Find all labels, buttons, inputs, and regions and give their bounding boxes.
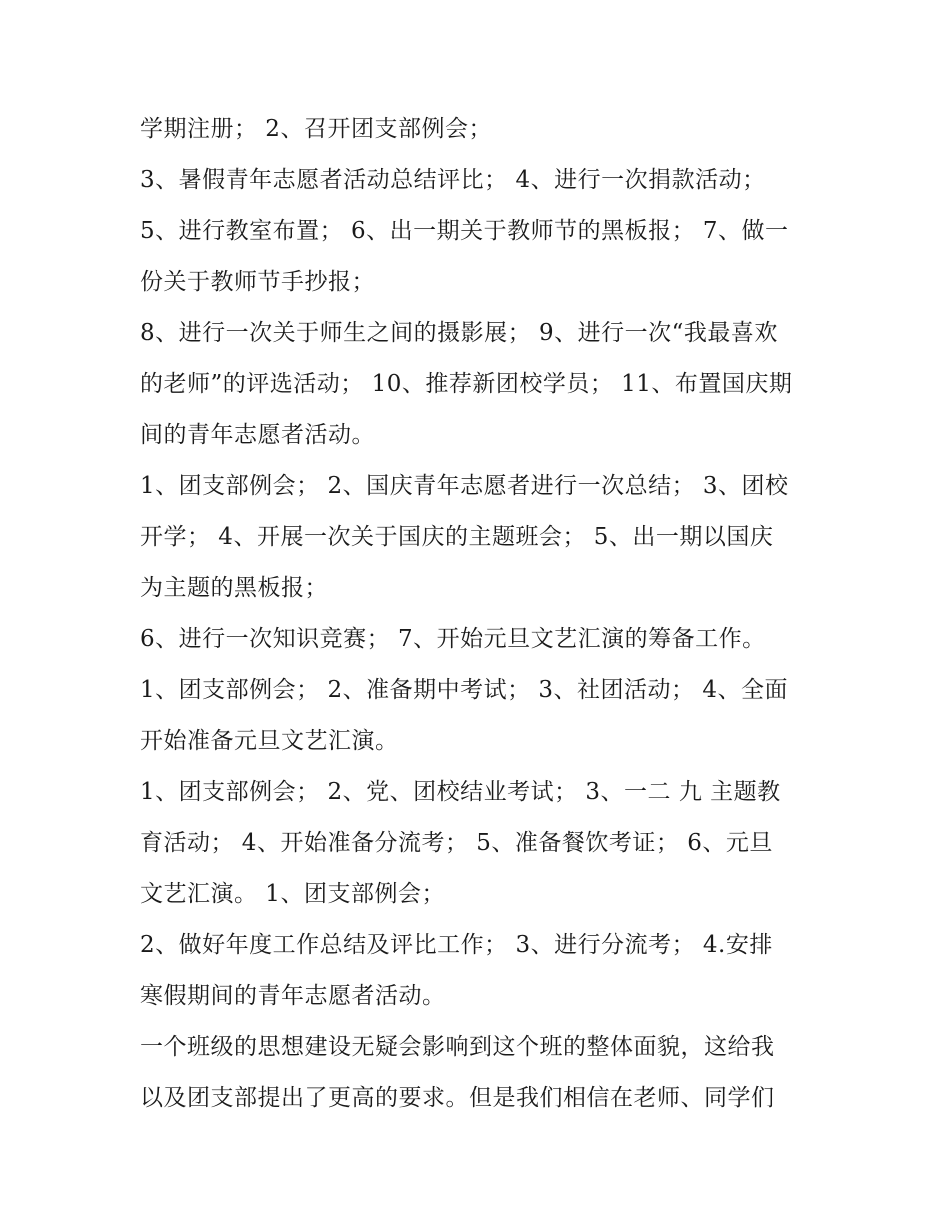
text-line: 1、团支部例会； 2、国庆青年志愿者进行一次总结； 3、团校 bbox=[140, 473, 789, 499]
text-line: 一个班级的思想建设无疑会影响到这个班的整体面貌，这给我 bbox=[140, 1034, 775, 1060]
text-line: 学期注册； 2、召开团支部例会； bbox=[140, 116, 492, 142]
text-line: 6、进行一次知识竞赛； 7、开始元旦文艺汇演的筹备工作。 bbox=[140, 626, 766, 652]
text-line: 以及团支部提出了更高的要求。但是我们相信在老师、同学们 bbox=[140, 1085, 775, 1111]
text-line: 1、团支部例会； 2、党、团校结业考试； 3、一二 九 主题教 bbox=[140, 779, 781, 805]
text-line: 3、暑假青年志愿者活动总结评比； 4、进行一次捐款活动； bbox=[140, 167, 766, 193]
text-line: 开始准备元旦文艺汇演。 bbox=[140, 728, 399, 754]
text-line: 育活动； 4、开始准备分流考； 5、准备餐饮考证； 6、元旦 bbox=[140, 830, 773, 856]
text-line: 开学； 4、开展一次关于国庆的主题班会； 5、出一期以国庆 bbox=[140, 524, 774, 550]
text-line: 的老师”的评选活动； 10、推荐新团校学员； 11、布置国庆期 bbox=[140, 371, 793, 397]
text-line: 1、团支部例会； 2、准备期中考试； 3、社团活动； 4、全面 bbox=[140, 677, 788, 703]
text-line: 份关于教师节手抄报； bbox=[140, 269, 375, 295]
text-line: 文艺汇演。 1、团支部例会； bbox=[140, 881, 445, 907]
text-line: 寒假期间的青年志愿者活动。 bbox=[140, 983, 446, 1009]
text-line: 2、做好年度工作总结及评比工作； 3、进行分流考； 4.安排 bbox=[140, 932, 773, 958]
text-line: 为主题的黑板报； bbox=[140, 575, 328, 601]
text-line: 间的青年志愿者活动。 bbox=[140, 422, 375, 448]
document-body bbox=[140, 104, 830, 1124]
text-line: 5、进行教室布置； 6、出一期关于教师节的黑板报； 7、做一 bbox=[140, 218, 789, 244]
text-line: 8、进行一次关于师生之间的摄影展； 9、进行一次“我最喜欢 bbox=[140, 320, 778, 346]
